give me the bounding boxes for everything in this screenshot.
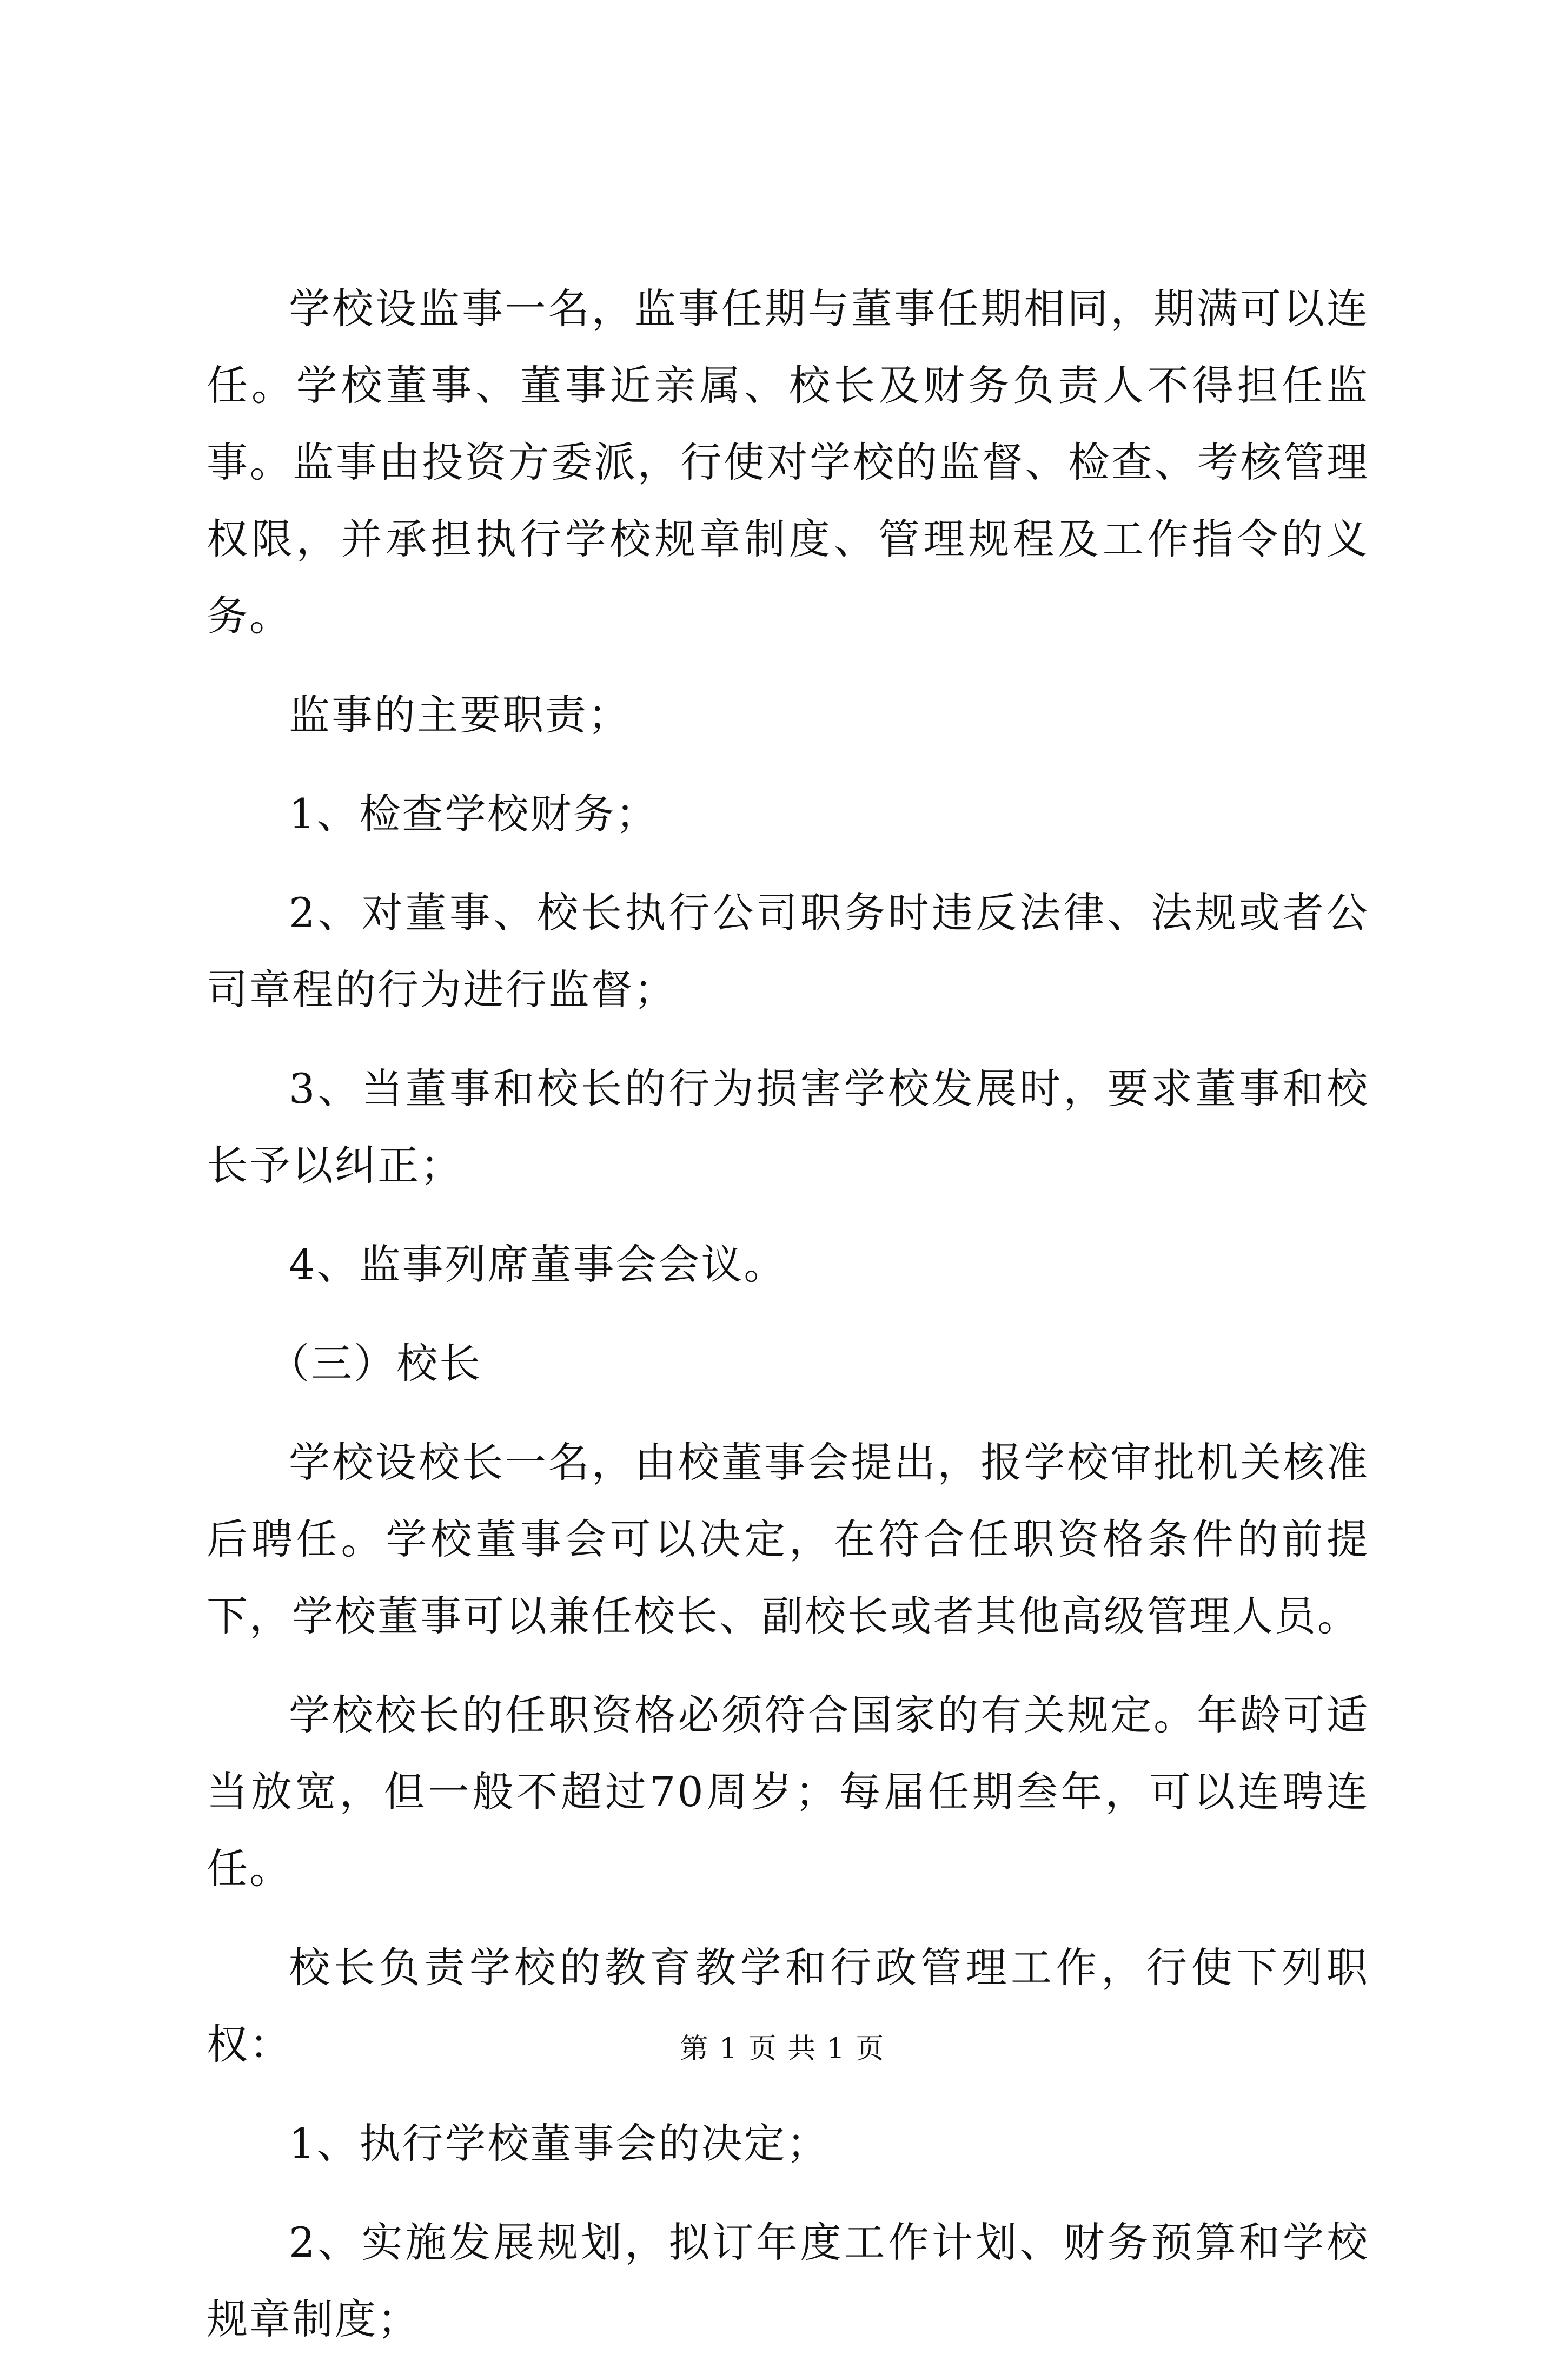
paragraph-principal-powers-intro: 校长负责学校的教育教学和行政管理工作，行使下列职权： [207,1943,1369,2068]
paragraph-supervisor-duties-heading: 监事的主要职责； [289,691,631,739]
list-item-duty-2: 2、对董事、校长执行公司职务时违反法律、法规或者公司章程的行为进行监督； [207,889,1369,1014]
section-heading-principal: （三）校长 [268,1339,482,1387]
paragraph-principal-appointment: 学校设校长一名，由校董事会提出，报学校审批机关核准后聘任。学校董事会可以决定，在符合任职资格条件的前提下，学校董事可以兼任校长、副校长或者其他高级管理人员。 [207,1438,1369,1640]
paragraph-supervisor-intro: 学校设监事一名，监事任期与董事任期相同，期满可以连任。学校董事、董事近亲属、校长及财务负责人不得担任监事。监事由投资方委派，行使对学校的监督、检查、考核管理权限，并承担执行学校规章制度、管理规程及工作指令的义务。 [207,285,1369,640]
list-item-power-2: 2、实施发展规划，拟订年度工作计划、财务预算和学校规章制度； [207,2218,1369,2343]
list-item-power-1: 1、执行学校董事会的决定； [289,2119,830,2167]
list-item-duty-3: 3、当董事和校长的行为损害学校发展时，要求董事和校长予以纠正； [207,1065,1369,1189]
paragraph-principal-qualification: 学校校长的任职资格必须符合国家的有关规定。年龄可适当放宽，但一般不超过70周岁；每届任期叁年，可以连聘连任。 [207,1691,1369,1893]
page-footer: 第 1 页 共 1 页 [680,2033,885,2065]
list-item-duty-1: 1、检查学校财务； [289,790,659,838]
list-item-duty-4: 4、监事列席董事会会议。 [289,1240,787,1288]
